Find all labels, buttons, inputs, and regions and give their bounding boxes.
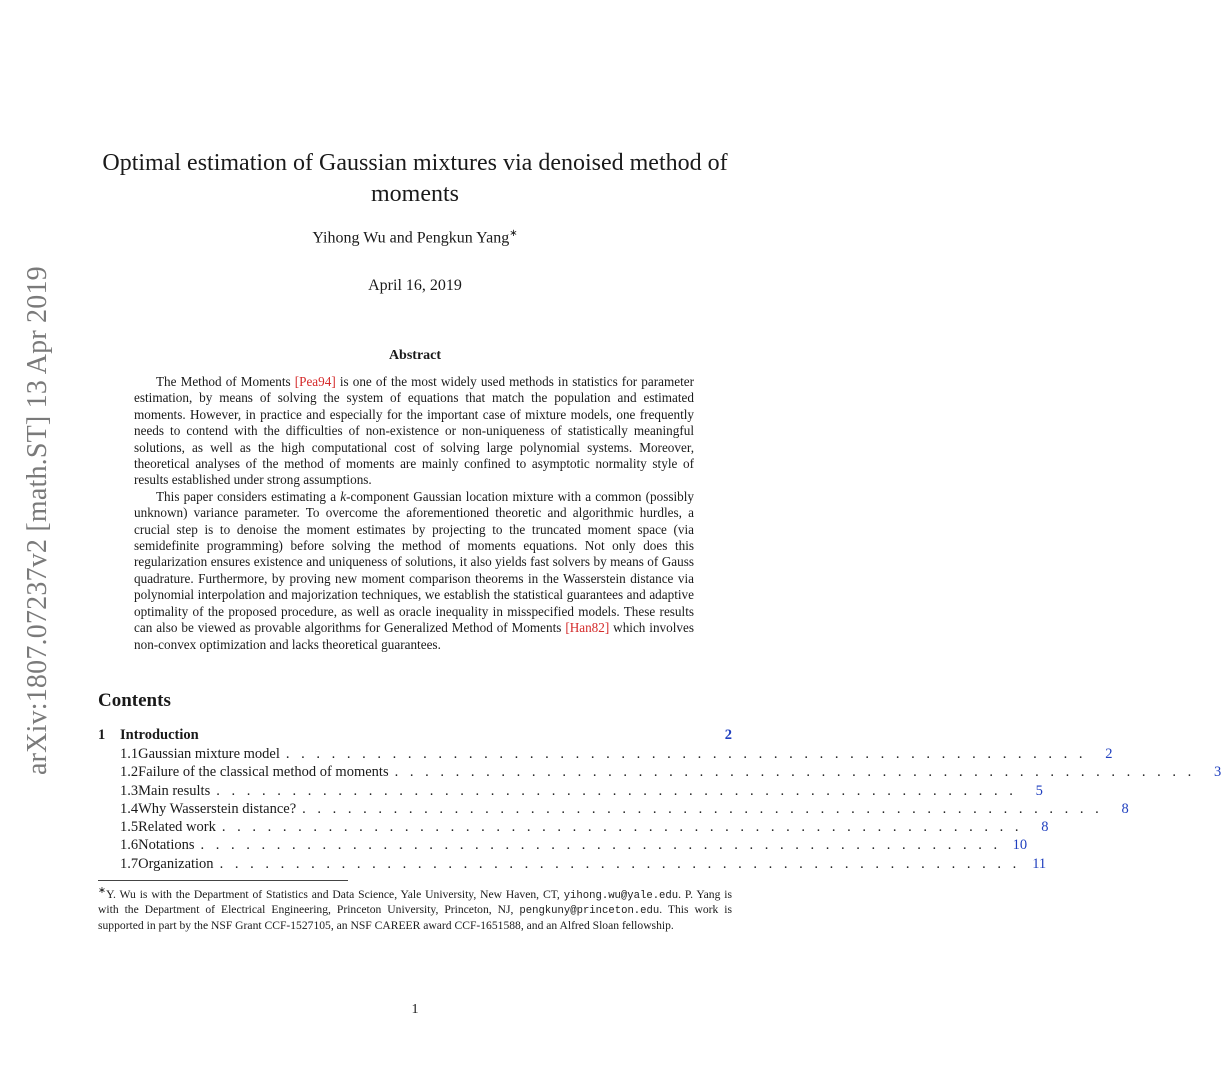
paper-date: April 16, 2019 [368, 277, 462, 294]
toc-entry-label: Notations [138, 837, 195, 854]
toc-entry-number: 1.2 [120, 764, 139, 781]
toc-section-introduction[interactable] [98, 727, 732, 746]
toc-entry-number: 1.6 [120, 837, 139, 854]
citation-link-han82[interactable]: [Han82] [565, 620, 610, 636]
toc-entry[interactable] [98, 855, 1047, 874]
email-link-wu[interactable]: yihong.wu@yale.edu [563, 889, 679, 902]
toc-entry[interactable] [98, 837, 1028, 855]
toc-page-link[interactable]: 5 [1035, 782, 1043, 799]
toc-page-link[interactable]: 2 [1105, 746, 1113, 762]
toc-leader-dots: . . . . . . . . . . . . . . . . . . . . . . . . . . . . . . . . . . . . . . . . . . . . . . . . . . . . . [200, 837, 1002, 854]
abstract-body [134, 374, 694, 653]
toc-entry-label: Why Wasserstein distance? [138, 800, 297, 817]
toc-page-link[interactable]: 8 [1041, 819, 1049, 836]
toc-page-link[interactable]: 3 [1213, 764, 1221, 781]
toc-leader-dots: . . . . . . . . . . . . . . . . . . . . . . . . . . . . . . . . . . . . . . . . . . . . . . . . . . . . . [285, 746, 1087, 762]
toc-entry-label: Related work [138, 819, 216, 836]
abstract-text: This paper considers estimating a [156, 488, 341, 504]
footnote-text: . This work is supported in part by the NSF Grant CCF-1527105, an NSF CAREER award CCF-1651588, and an Alfred Sloan fellowship. [98, 903, 732, 933]
toc-leader-dots: . . . . . . . . . . . . . . . . . . . . . . . . . . . . . . . . . . . . . . . . . . . . . . . . . . . . . [216, 782, 1017, 799]
table-of-contents [98, 727, 1221, 874]
toc-page-link[interactable]: 11 [1032, 855, 1047, 872]
email-link-yang[interactable]: pengkuny@princeton.edu [519, 905, 660, 918]
abstract-text: -component Gaussian location mixture with a common (possibly unknown) variance parameter. To overcome the aforementioned theoretic and algorithmic hurdles, a crucial step is to denoise the moment estimates by projecting to the truncated moment space (via semidefinite programming) before solving the method of moments equations. Not only does this regularization ensures existence and uniqueness of solutions, it also yields fast solvers by means of Gauss quadrature. Furthermore, by proving new moment comparison theorems in the Wasserstein distance via polynomial interpolation and majorization techniques, we establish the statistical guarantees and adaptive optimality of the proposed procedure, as well as oracle inequality in misspecified models. These results can also be viewed as provable algorithms for Generalized Method of Moments [134, 488, 694, 636]
toc-page-link[interactable]: 8 [1121, 800, 1129, 817]
toc-entry-number: 1.3 [120, 782, 139, 799]
author-line [90, 228, 740, 247]
toc-entry-label: Main results [138, 782, 211, 799]
citation-link-pea94[interactable]: [Pea94] [294, 374, 336, 389]
footnote-mark: ∗ [98, 885, 107, 896]
abstract-paragraph-2 [134, 489, 694, 653]
footnote-text: Y. Wu is with the Department of Statistics and Data Science, Yale University, New Haven, CT, [106, 887, 564, 901]
math-k: k [340, 488, 347, 504]
author-names: Yihong Wu and Pengkun Yang [312, 229, 510, 247]
toc-entry-number: 1.7 [120, 855, 139, 872]
paper-title: Optimal estimation of Gaussian mixtures via denoised method of moments [102, 150, 728, 207]
abstract-text: is one of the most widely used methods in statistics for parameter estimation, by means of solving the system of equations that match the population and estimated moments. However, in practice and especially for the important case of mixture models, one frequently needs to contend with the difficulties of non-existence or non-uniqueness of statistically meaningful solutions, as well as the high computational cost of solving large polynomial systems. Moreover, theoretical analyses of the method of moments are mainly confined to asymptotic normality style of results established under strong assumptions. [134, 374, 694, 488]
page-number: 1 [411, 1002, 419, 1017]
abstract-text: The Method of Moments [156, 374, 295, 389]
toc-leader-dots: . . . . . . . . . . . . . . . . . . . . . . . . . . . . . . . . . . . . . . . . . . . . . . . . . . . . . [394, 764, 1196, 781]
abstract-paragraph-1 [134, 374, 694, 489]
abstract-heading: Abstract [388, 348, 442, 363]
toc-page-link[interactable]: 2 [724, 727, 732, 743]
toc-entry-number: 1.1 [120, 746, 139, 762]
arxiv-identifier-stamp: arXiv:1807.07237v2 [math.ST] 13 Apr 2019 [22, 266, 53, 775]
toc-entry[interactable] [98, 764, 1221, 782]
toc-entry-number: 1.4 [120, 800, 139, 817]
toc-leader-dots: . . . . . . . . . . . . . . . . . . . . . . . . . . . . . . . . . . . . . . . . . . . . . . . . . . . . . [302, 800, 1103, 817]
author-footnote-mark[interactable]: ∗ [509, 228, 518, 239]
toc-entry-label: Organization [138, 855, 214, 872]
toc-entry-label: Failure of the classical method of moments [138, 764, 389, 781]
abstract-text: which involves non-convex optimization and lacks theoretical guarantees. [134, 620, 694, 652]
toc-entry[interactable] [98, 782, 1043, 801]
toc-entry[interactable] [98, 819, 1049, 837]
author-footnote [98, 884, 732, 934]
footnote-rule [98, 880, 348, 881]
toc-section-number: 1 [98, 727, 106, 743]
toc-section-label: Introduction [120, 727, 199, 743]
toc-leader-dots: . . . . . . . . . . . . . . . . . . . . . . . . . . . . . . . . . . . . . . . . . . . . . . . . . . . . . [221, 819, 1023, 836]
toc-entry-number: 1.5 [120, 819, 139, 836]
toc-entry[interactable] [98, 800, 1129, 819]
toc-entry-label: Gaussian mixture model [138, 746, 280, 762]
toc-leader-dots: . . . . . . . . . . . . . . . . . . . . . . . . . . . . . . . . . . . . . . . . . . . . . . . . . . . . . [219, 855, 1021, 872]
toc-page-link[interactable]: 10 [1012, 837, 1028, 854]
toc-entry[interactable] [98, 746, 1113, 764]
footnote-text: . P. Yang is with the Department of Electrical Engineering, Princeton University, Princeton, NJ, [98, 887, 732, 917]
contents-heading: Contents [98, 690, 171, 711]
